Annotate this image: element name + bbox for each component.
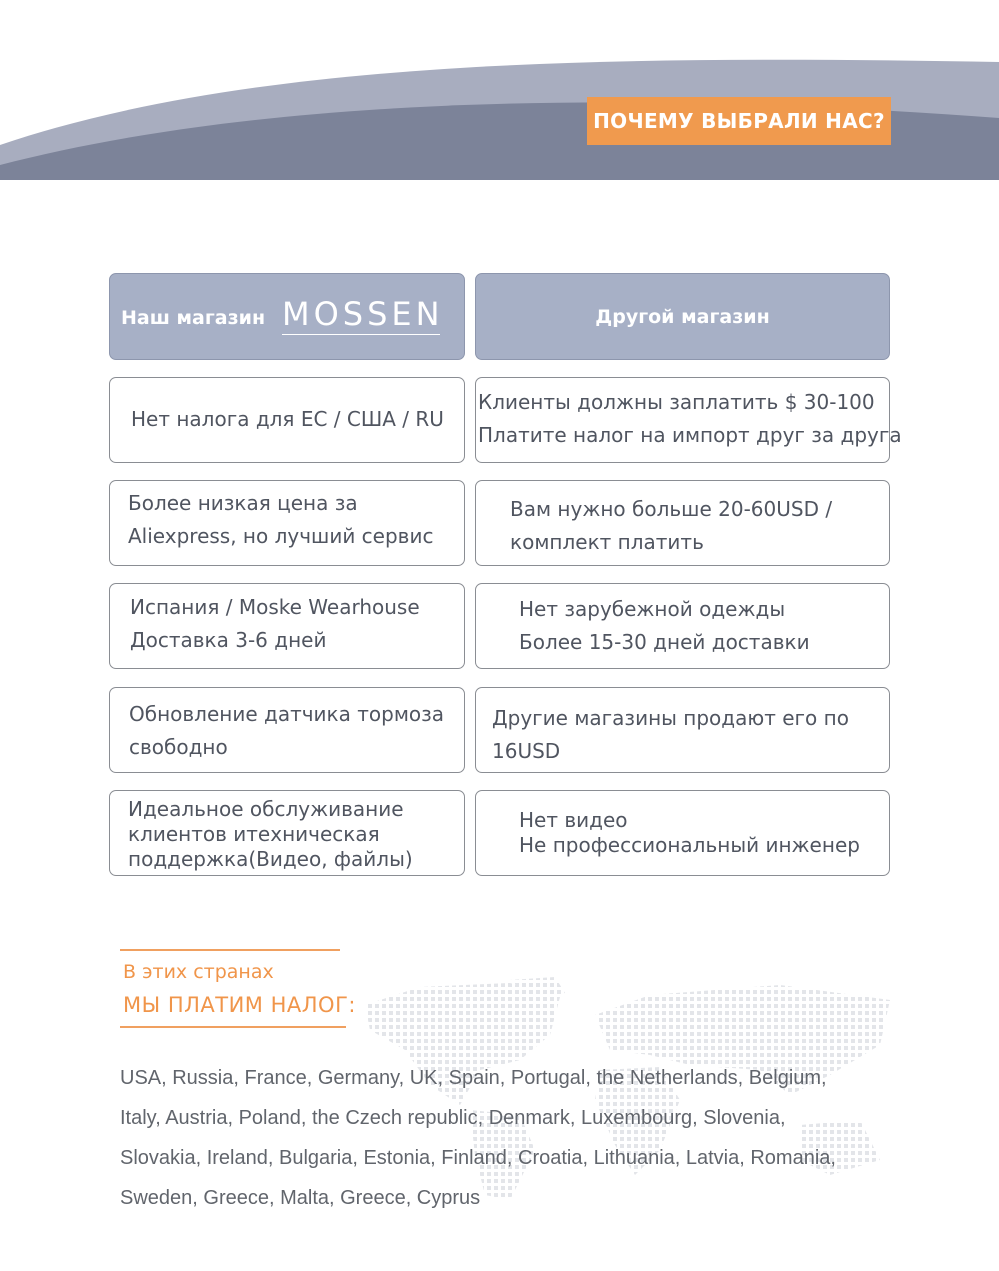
cell-text: Нет видео Не профессиональный инженер <box>519 808 860 857</box>
comparison-cell-ours <box>109 377 465 463</box>
comparison-cell-other <box>475 480 890 566</box>
cell-text: Более низкая цена за Aliexpress, но лучший сервис <box>128 491 434 548</box>
countries-line: USA, Russia, France, Germany, UK, Spain, Portugal, the Netherlands, Belgium, <box>120 1067 827 1089</box>
comparison-cell-other <box>475 687 890 773</box>
countries-line: Slovakia, Ireland, Bulgaria, Estonia, Finland, Croatia, Lithuania, Latvia, Romania, <box>120 1147 836 1169</box>
cell-text: Другие магазины продают его по 16USD <box>492 706 849 763</box>
comparison-cell-other <box>475 377 902 463</box>
orange-divider-bottom <box>120 1026 346 1028</box>
orange-divider-top <box>120 949 340 951</box>
our-store-header <box>109 273 465 360</box>
countries-line: Sweden, Greece, Malta, Greece, Cyprus <box>120 1187 481 1209</box>
mossen-logo <box>282 296 444 335</box>
other-store-header <box>475 273 890 360</box>
logo-underline <box>282 334 440 335</box>
comparison-cell-other <box>475 790 890 876</box>
why-choose-us-badge: ПОЧЕМУ ВЫБРАЛИ НАС? <box>587 97 891 145</box>
other-store-label: Другой магазин <box>595 305 770 328</box>
countries-title-line2: МЫ ПЛАТИМ НАЛОГ: <box>123 993 356 1017</box>
our-store-label: Наш магазин <box>121 307 266 329</box>
cell-text: Идеальное обслуживание клиентов итехническая поддержка(Видео, файлы) <box>128 797 413 871</box>
comparison-cell-ours <box>109 583 465 669</box>
header-banner <box>0 0 999 190</box>
comparison-cell-other <box>475 583 890 669</box>
comparison-cell-ours <box>109 480 465 566</box>
cell-text: Обновление датчика тормоза свободно <box>129 702 445 759</box>
logo-text: MOSSEN <box>282 295 444 333</box>
cell-text: Клиенты должны заплатить $ 30-100 Платите налог на импорт друг за друга <box>478 390 902 447</box>
cell-text: Вам нужно больше 20-60USD / комплект платить <box>510 497 833 554</box>
cell-text: Испания / Moske Wearhouse Доставка 3-6 дней <box>130 595 420 652</box>
countries-line: Italy, Austria, Poland, the Czech republic, Denmark, Luxembourg, Slovenia, <box>120 1107 786 1129</box>
comparison-cell-ours <box>109 790 465 876</box>
cell-text: Нет налога для ЕС / США / RU <box>131 407 444 431</box>
countries-title-line1: В этих странах <box>123 961 274 983</box>
countries-list <box>120 1058 880 1218</box>
cell-text: Нет зарубежной одежды Более 15-30 дней доставки <box>519 597 810 654</box>
comparison-cell-ours <box>109 687 465 773</box>
header-wave-graphic <box>0 0 999 190</box>
